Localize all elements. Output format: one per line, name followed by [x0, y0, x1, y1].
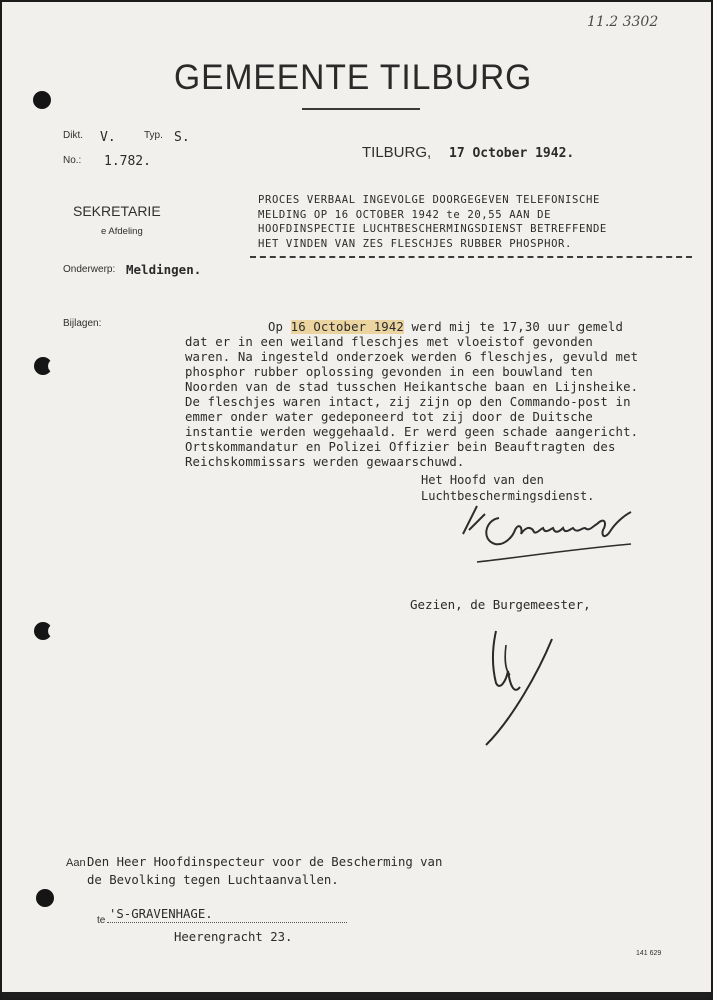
signatory-title: Het Hoofd van den [421, 473, 544, 487]
body-line: De fleschjes waren intact, zij zijn op den Commando-post in [185, 395, 631, 409]
onderwerp-value: Meldingen. [126, 262, 202, 277]
mayor-signature [478, 625, 558, 750]
punch-hole [33, 91, 51, 109]
body-line: dat er in een weiland fleschjes met vloeistof gevonden [185, 335, 593, 349]
subject-line: MELDING OP 16 OCTOBER 1942 te 20,55 AAN DE [258, 208, 552, 221]
archive-reference: 11.2 3302 [587, 14, 659, 30]
letter-date: 17 October 1942. [449, 146, 575, 161]
addressee-line-1: Den Heer Hoofdinspecteur voor de Bescherming van [87, 855, 443, 869]
subject-block [258, 193, 607, 251]
department-afdeling: e Afdeling [101, 226, 143, 237]
aan-label: Aan [66, 857, 86, 869]
number-value: 1.782. [104, 154, 151, 169]
body-line: waren. Na ingesteld onderzoek werden 6 fleschjes, gevuld met [185, 350, 639, 364]
gezien-line: Gezien, de Burgemeester, [410, 597, 591, 612]
addressee-street: Heerengracht 23. [174, 930, 293, 944]
punch-hole [34, 357, 52, 375]
dikt-label: Dikt. [63, 130, 83, 141]
body-line: Reichskommissars werden gewaarschuwd. [185, 455, 465, 469]
subject-divider [250, 256, 692, 258]
head-signature [455, 500, 645, 570]
body-prefix: Op [268, 320, 291, 334]
te-label: te [97, 915, 106, 926]
city-dotted-line [107, 922, 347, 923]
dikt-value: V. [100, 130, 116, 145]
body-suffix: werd mij te 17,30 uur gemeld [403, 320, 624, 334]
form-code: 141 629 [636, 950, 662, 957]
punch-hole [36, 889, 54, 907]
signatory-department: Luchtbeschermingsdienst. [421, 489, 595, 503]
letterhead-title: GEMEENTE TILBURG [174, 58, 533, 97]
body-line: instantie werden weggehaald. Er werd geen schade aangericht. [185, 425, 639, 439]
addressee-city: 'S-GRAVENHAGE. [109, 907, 213, 921]
body-line: phosphor rubber oplossing gevonden in een bouwland ten [185, 365, 593, 379]
punch-hole [34, 622, 52, 640]
body-line: emmer onder water gedeponeerd tot zij door de Duitsche [185, 410, 593, 424]
body-line: Noorden van de stad tusschen Heikantsche baan en Lijnsheike. [185, 380, 639, 394]
typ-label: Typ. [144, 130, 163, 141]
onderwerp-label: Onderwerp: [63, 264, 116, 275]
subject-line: HET VINDEN VAN ZES FLESCHJES RUBBER PHOSPHOR. [258, 237, 573, 250]
department-name: SEKRETARIE [73, 203, 161, 219]
subject-line: PROCES VERBAAL INGEVOLGE DOORGEGEVEN TELEFONISCHE [258, 194, 600, 206]
place: TILBURG, [362, 144, 432, 161]
number-label: No.: [63, 155, 82, 166]
body-line-1 [268, 320, 623, 334]
typ-value: S. [174, 130, 190, 145]
highlighted-date: 16 October 1942 [290, 320, 404, 334]
bijlagen-label: Bijlagen: [63, 318, 102, 329]
body-line: Ortskommandatur en Polizei Offizier bein Beauftragten des [185, 440, 616, 454]
subject-line: HOOFDINSPECTIE LUCHTBESCHERMINGSDIENST BETREFFENDE [258, 223, 607, 235]
addressee-line-2: de Bevolking tegen Luchtaanvallen. [87, 873, 339, 887]
letterhead-rule [302, 108, 420, 110]
